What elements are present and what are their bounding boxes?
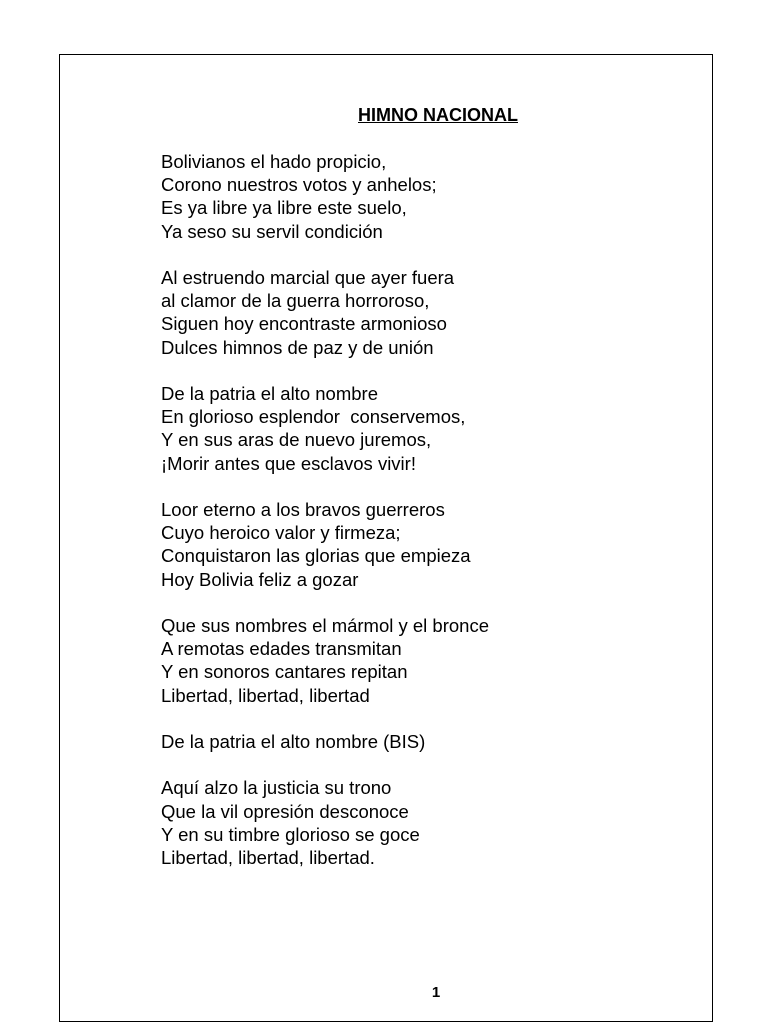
page-number: 1 [431,984,441,1001]
stanza [161,382,489,475]
stanza [161,614,489,707]
poem-line: En glorioso esplendor conservemos, [161,406,466,428]
poem-line: Cuyo heroico valor y firmeza; [161,522,401,544]
poem-line: Hoy Bolivia feliz a gozar [161,568,359,590]
poem-line: Loor eterno a los bravos guerreros [161,499,445,520]
poem-line: Corono nuestros votos y anhelos; [161,174,437,196]
poem-line: Bolivianos el hado propicio, [161,151,387,172]
poem-line: De la patria el alto nombre [161,383,378,404]
poem-line: Conquistaron las glorias que empieza [161,545,471,567]
poem-line: Y en sonoros cantares repitan [161,661,408,683]
stanza [161,150,489,243]
poem-line: A remotas edades transmitan [161,638,402,660]
poem-line: Dulces himnos de paz y de unión [161,336,434,358]
stanza [161,776,489,869]
stanza [161,730,489,753]
poem-line: ¡Morir antes que esclavos vivir! [161,452,416,474]
poem-line: De la patria el alto nombre (BIS) [161,731,426,752]
poem-line: Libertad, libertad, libertad. [161,847,375,868]
poem-line: Que sus nombres el mármol y el bronce [161,615,489,636]
stanza [161,498,489,591]
poem-line: Libertad, libertad, libertad [161,684,370,706]
poem-line: al clamor de la guerra horroroso, [161,290,430,312]
document-page [59,54,713,1022]
poem-line: Ya seso su servil condición [161,220,383,242]
poem-line: Al estruendo marcial que ayer fuera [161,267,455,288]
poem-line: Y en su timbre glorioso se goce [161,823,420,845]
poem-line: Aquí alzo la justicia su trono [161,777,392,799]
page-title: HIMNO NACIONAL [358,105,518,125]
stanza [161,266,489,359]
poem-line: Y en sus aras de nuevo juremos, [161,429,432,451]
poem-body [161,150,489,892]
poem-line: Que la vil opresión desconoce [161,800,409,822]
poem-line: Es ya libre ya libre este suelo, [161,197,407,219]
poem-line: Siguen hoy encontraste armonioso [161,313,447,335]
